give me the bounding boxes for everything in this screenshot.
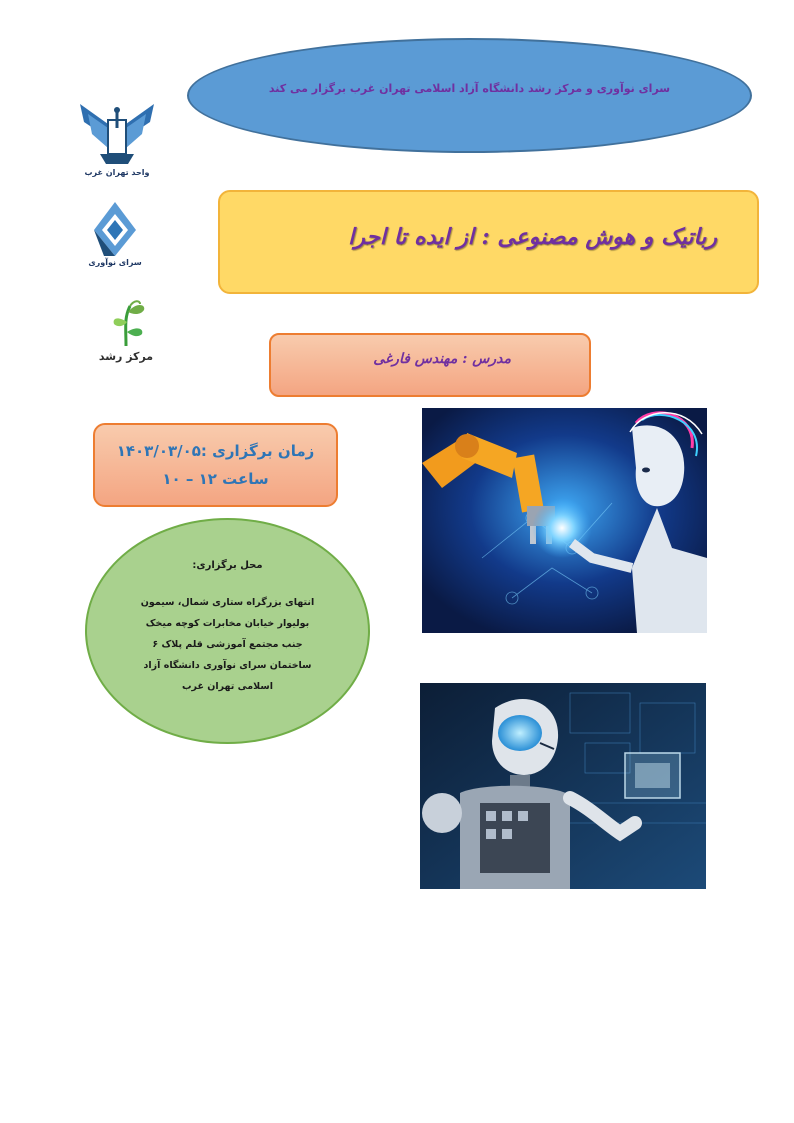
azad-university-logo-icon (78, 98, 156, 180)
sara-logo-caption: سرای نوآوری (88, 258, 142, 267)
growth-center-logo-icon (84, 298, 168, 372)
innovation-house-logo-icon (84, 200, 146, 274)
venue-address-line: اسلامی تهران غرب (182, 681, 273, 692)
venue-label: محل برگزاری: (192, 560, 263, 571)
instructor-name: مدرس : مهندس فارغی (373, 351, 511, 367)
venue-address-line: بولیوار خیابان مخابرات کوچه میخک (145, 618, 310, 629)
venue-address-line: انتهای بزرگراه ستاری شمال، سیمون (140, 597, 315, 608)
azad-logo-caption: واحد تهران غرب (84, 168, 150, 177)
event-title-box (218, 190, 759, 294)
banner-text: سرای نوآوری و مرکز رشد دانشگاه آزاد اسلامی تهران غرب برگزار می کند (268, 82, 671, 95)
event-date: زمان برگزاری :۱۴۰۳/۰۳/۰۵ (116, 442, 315, 460)
venue-address (87, 592, 368, 697)
event-time-box (93, 423, 338, 507)
venue-ellipse (85, 518, 370, 744)
header-banner (187, 38, 752, 153)
venue-address-line: جنب مجتمع آموزشی قلم پلاک ۶ (152, 639, 303, 650)
instructor-box (269, 333, 591, 397)
venue-address-line: ساختمان سرای نوآوری دانشگاه آزاد (143, 660, 312, 671)
humanoid-robot-image (420, 683, 706, 889)
roshd-logo-caption: مرکز رشد (98, 350, 154, 363)
event-title: رباتیک و هوش مصنوعی : از ایده تا اجرا (348, 224, 717, 250)
event-hours: ساعت ۱۲ – ۱۰ (162, 470, 269, 488)
robot-arm-ai-image (422, 408, 707, 633)
